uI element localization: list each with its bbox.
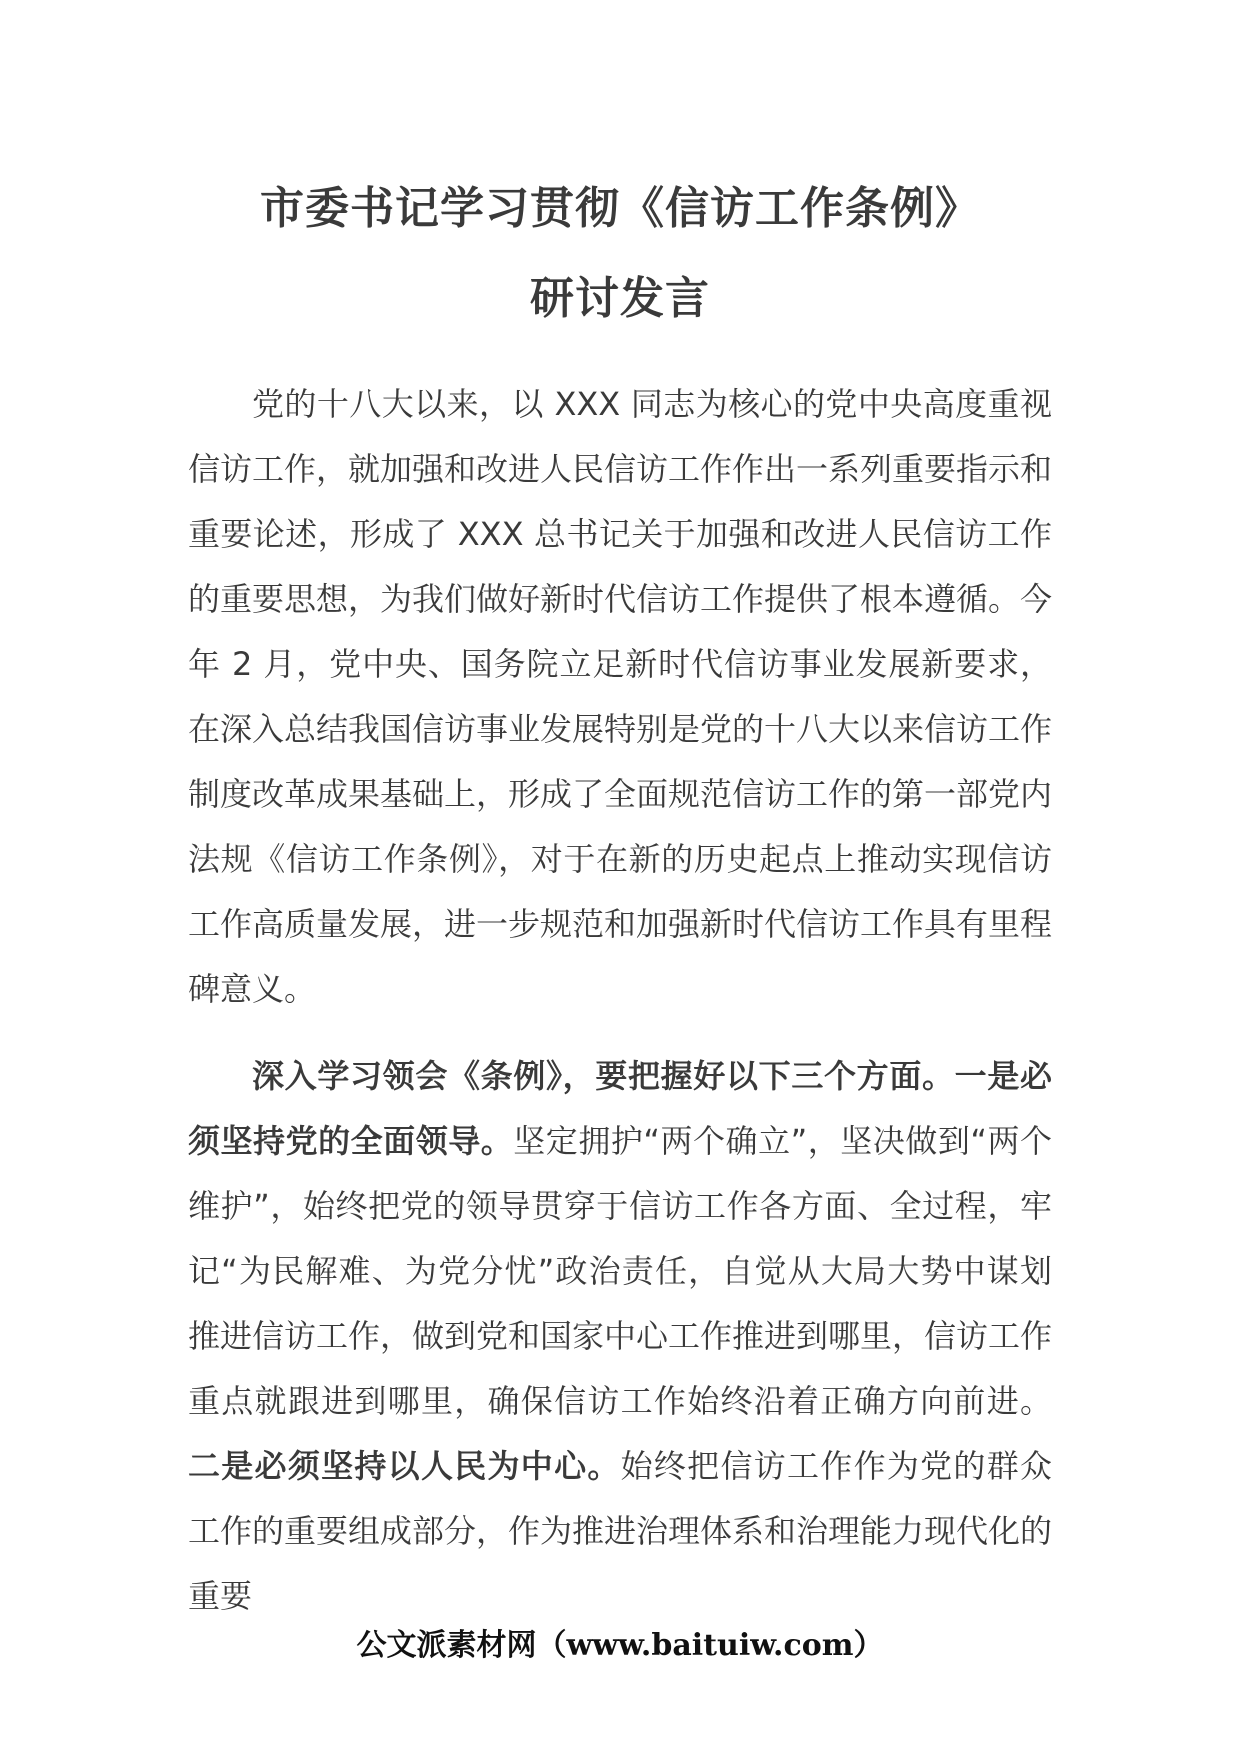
document-subtitle: 研讨发言	[530, 273, 710, 324]
document-body	[188, 372, 1052, 1629]
paragraph-lead-bold: 深入学习领会《条例》，要把握好以下三个方面。一是必须坚持党的全面领导。	[188, 1057, 1052, 1160]
paragraph-intro: 党的十八大以来，以 XXX 同志为核心的党中央高度重视信访工作，就加强和改进人民信访工作作出一系列重要指示和重要论述，形成了 XXX 总书记关于加强和改进人民信访工作的重要思想，为我们做好新时代信访工作提供了根本遵循。今年 2 月，党中央、国务院立足新时代信访事业发展新要求，在深入总结我国信访事业发展特别是党的十八大以来信访工作制度改革成果基础上，形成了全面规范信访工作的第一部党内法规《信访工作条例》，对于在新的历史起点上推动实现信访工作高质量发展，进一步规范和加强新时代信访工作具有里程碑意义。	[188, 385, 1053, 1008]
footer-source: 公文派素材网（www.baituiw.com）	[356, 1628, 884, 1663]
document-title: 市委书记学习贯彻《信访工作条例》	[260, 183, 980, 234]
paragraph-bold-2: 二是必须坚持以人民为中心。	[188, 1447, 621, 1485]
paragraph-three-aspects	[188, 1044, 1052, 1629]
paragraph-text-2: 始终把信访工作作为党的群众工作的重要组成部分，作为推进治理体系和治理能力现代化的重要	[188, 1447, 1053, 1615]
paragraph-text-1: 坚定拥护“两个确立”，坚决做到“两个维护”，始终把党的领导贯穿于信访工作各方面、全过程，牢记“为民解难、为党分忧”政治责任，自觉从大局大势中谋划推进信访工作，做到党和国家中心工作推进到哪里，信访工作重点就跟进到哪里，确保信访工作始终沿着正确方向前进。	[188, 1122, 1053, 1420]
